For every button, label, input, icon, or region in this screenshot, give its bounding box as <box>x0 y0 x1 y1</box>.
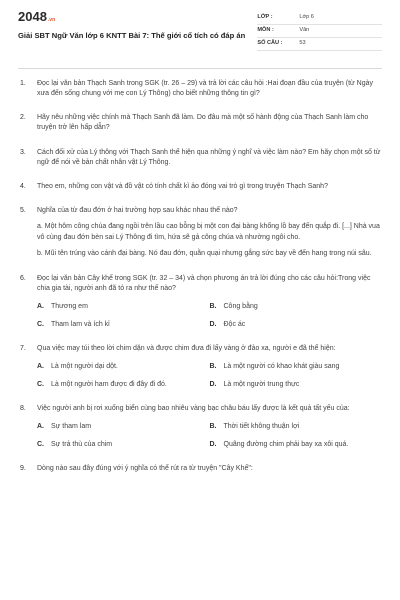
option-text: Là một người trung thực <box>223 381 300 389</box>
question-number: 7. <box>20 344 26 352</box>
option-letter: A. <box>37 362 44 370</box>
question-body <box>37 182 382 192</box>
option-text: Độc ác <box>223 321 246 329</box>
option-letter: B. <box>209 422 217 430</box>
question-number: 4. <box>20 182 26 190</box>
answer-options <box>37 302 382 330</box>
answer-option[interactable] <box>37 422 210 431</box>
question-text: Qua việc may túi theo lời chim dặn và được chim đưa đi lấy vàng ở đảo xa, người e đã thể hiện: <box>37 344 336 352</box>
quoted-paragraph: b. Mũi tên trúng vào cánh đại bàng. Nó đau đớn, quằn quại nhưng gắng sức bay về đến hang trong núi sâu. <box>37 250 372 258</box>
answer-option[interactable] <box>210 320 383 329</box>
answer-option[interactable] <box>210 422 383 431</box>
question-item <box>18 344 382 390</box>
question-number: 5. <box>20 206 26 214</box>
logo-main: 2048 <box>18 9 47 24</box>
option-text: Công bằng <box>223 302 258 310</box>
meta-label: MÔN : <box>257 27 274 34</box>
question-body <box>37 148 382 168</box>
meta-label: LỚP : <box>257 14 273 21</box>
question-body <box>37 274 382 330</box>
option-text: Là một người dại dột. <box>51 362 118 370</box>
meta-value: Văn <box>299 27 310 34</box>
answer-options <box>37 422 382 450</box>
logo-suffix: .vn <box>47 17 56 23</box>
question-number: 6. <box>20 274 26 282</box>
option-letter: B. <box>209 362 217 370</box>
meta-value: Lớp 6 <box>299 14 314 21</box>
answer-option[interactable] <box>37 380 210 389</box>
option-letter: D. <box>209 441 217 449</box>
option-letter: C. <box>37 321 44 329</box>
meta-label: SỐ CÂU : <box>257 40 283 47</box>
question-item <box>18 206 382 260</box>
site-logo[interactable] <box>18 10 257 23</box>
question-body <box>37 79 382 99</box>
document-header <box>18 6 382 58</box>
option-letter: C. <box>37 441 44 449</box>
question-body <box>37 404 382 450</box>
answer-option[interactable] <box>37 320 210 329</box>
option-text: Sự trả thù của chim <box>51 441 113 449</box>
question-body <box>37 464 382 474</box>
question-text: Nghĩa của từ đau đớn ở hai trường hợp sau khác nhau thế nào? <box>37 206 238 214</box>
question-text: Dòng nào sau đây đúng với ý nghĩa có thể rút ra từ truyện "Cây Khế": <box>37 464 253 472</box>
question-item <box>18 113 382 133</box>
header-left <box>18 6 257 42</box>
answer-option[interactable] <box>37 362 210 371</box>
answer-option[interactable] <box>37 440 210 449</box>
option-letter: A. <box>37 422 44 430</box>
question-body <box>37 206 382 260</box>
question-text: Việc người anh bị rơi xuống biển cùng bao nhiêu vàng bạc châu báu lấy được là kết quả tất yếu của: <box>37 404 350 412</box>
question-body <box>37 113 382 133</box>
option-text: Là một người có khao khát giàu sang <box>223 362 340 370</box>
question-number: 9. <box>20 464 26 472</box>
option-text: Thương em <box>51 302 88 310</box>
quoted-paragraph: a. Một hôm công chúa đang ngồi trên lầu cao bỗng bị một con đại bàng khổng lồ bay đến quắp đi. [...] Nhà vua vô cùng đau đớn bèn sai Lý Thông đi tìm, hứa sẽ gả công chúa và nhường ngôi cho. <box>37 223 380 241</box>
meta-row-subject <box>257 25 382 38</box>
option-letter: B. <box>209 302 217 310</box>
answer-option[interactable] <box>210 380 383 389</box>
meta-value: 53 <box>299 40 306 47</box>
question-body <box>37 344 382 390</box>
question-item <box>18 148 382 168</box>
option-text: Thời tiết không thuận lợi <box>223 422 300 430</box>
question-item <box>18 79 382 99</box>
question-text: Hãy nêu những việc chính mà Thạch Sanh đã làm. Do đâu mà một số hành động của Thạch Sanh làm cho truyện trở lên hấp dẫn? <box>37 114 369 132</box>
option-letter: C. <box>37 381 44 389</box>
question-list <box>18 79 382 474</box>
question-item <box>18 464 382 474</box>
question-text: Đọc lại văn bản Cây khế trong SGK (tr. 32 – 34) và chọn phương án trả lời đúng cho các câu hỏi:Trong việc chia gia tài, người anh đã tỏ ra như thế nào? <box>37 274 371 292</box>
question-number: 3. <box>20 148 26 156</box>
meta-table <box>257 12 382 51</box>
question-text: Cách đối xử của Lý thông với Thạch Sanh thể hiện qua những ý nghĩ và việc làm nào? Em hãy chọn một số từ ngữ để nói về bản chất nhân vật Lý Thông. <box>37 148 381 166</box>
question-item <box>18 274 382 330</box>
meta-row-class <box>257 12 382 25</box>
option-letter: D. <box>209 381 217 389</box>
document-title: Giải SBT Ngữ Văn lớp 6 KNTT Bài 7: Thế giới cổ tích có đáp án <box>18 31 246 40</box>
question-item <box>18 182 382 192</box>
question-number: 1. <box>20 80 26 87</box>
option-text: Sự tham lam <box>51 422 92 430</box>
question-item <box>18 404 382 450</box>
answer-option[interactable] <box>210 362 383 371</box>
option-text: Tham lam và ích kỉ <box>51 321 110 329</box>
answer-option[interactable] <box>37 302 210 311</box>
question-text: Theo em, những con vật và đồ vật có tính chất kì ảo đóng vai trò gì trong truyện Thạch Sanh? <box>37 182 328 190</box>
question-number: 8. <box>20 404 26 412</box>
option-letter: A. <box>37 302 44 310</box>
answer-option[interactable] <box>210 440 383 449</box>
option-letter: D. <box>209 321 217 329</box>
header-divider <box>18 68 382 69</box>
meta-row-count <box>257 38 382 51</box>
question-text: Đọc lại văn bản Thạch Sanh trong SGK (tr. 26 – 29) và trả lời các câu hỏi :Hai đoạn đầu của truyện (từ Ngày xưa đến sống chung với mẹ con Lý Thông) cho biết những thông tin gì? <box>37 80 373 98</box>
option-text: Quãng đường chim phải bay xa xôi quá. <box>223 441 349 449</box>
answer-options <box>37 362 382 390</box>
question-number: 2. <box>20 114 26 122</box>
option-text: Là một người ham được đi đây đi đó. <box>51 381 167 389</box>
answer-option[interactable] <box>210 302 383 311</box>
